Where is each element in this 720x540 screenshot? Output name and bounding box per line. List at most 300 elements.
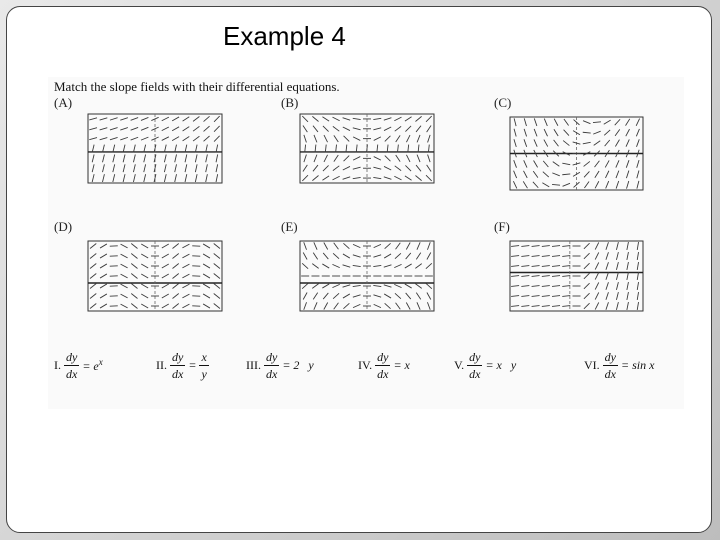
rhs-fraction (200, 350, 207, 381)
slope-segment (206, 174, 208, 182)
slope-segment (162, 117, 169, 121)
slope-segment (343, 303, 349, 308)
slope-segment (353, 255, 361, 257)
slope-segment (405, 284, 412, 288)
slope-segment (542, 276, 550, 277)
slope-segment (103, 145, 105, 153)
slope-segment (427, 242, 430, 250)
slope-segment (90, 304, 96, 309)
slope-segment (332, 176, 339, 180)
slope-segment (532, 276, 540, 277)
slope-segment (552, 184, 560, 185)
slope-segment (405, 117, 412, 121)
slope-segment (100, 264, 107, 268)
slope-segment (627, 252, 629, 260)
slope-segment (206, 145, 208, 153)
slope-segment (344, 136, 350, 142)
slope-segment (523, 171, 527, 178)
slope-segment (353, 304, 360, 307)
slope-segment (323, 126, 329, 132)
slope-segment (172, 117, 179, 121)
slope-segment (615, 129, 620, 136)
slope-segment (562, 163, 570, 165)
slope-segment (543, 172, 549, 177)
slope-segment (534, 129, 537, 136)
slope-segment (562, 174, 570, 175)
slope-segment (532, 256, 540, 257)
slope-segment (562, 306, 570, 307)
slope-segment (544, 129, 547, 136)
slope-segment (406, 243, 410, 250)
panel-label-d: (D) (54, 219, 73, 234)
slope-segment (343, 285, 351, 287)
slope-segment (131, 118, 139, 121)
slope-segment (543, 161, 548, 167)
slope-segment (214, 284, 220, 289)
slope-segment (183, 117, 190, 121)
slope-segment (595, 272, 599, 279)
slope-segment (595, 252, 599, 259)
slope-segment (606, 282, 609, 290)
slope-segment (595, 161, 600, 167)
slope-segment (532, 306, 540, 307)
panel-label-b: (B) (281, 95, 299, 110)
slope-segment (162, 127, 169, 131)
slope-segment (415, 264, 421, 269)
slope-segment (532, 266, 540, 267)
slope-segment (343, 254, 350, 258)
panel-label-f: (F) (494, 219, 510, 234)
slope-segment (162, 264, 169, 268)
slope-segment (626, 129, 630, 136)
slope-segment (333, 166, 339, 171)
slope-segment (616, 272, 618, 280)
slope-segment (514, 139, 516, 147)
slope-segment (195, 145, 197, 153)
slope-segment (333, 253, 339, 258)
slope-segment (584, 263, 590, 269)
slope-segment (162, 274, 169, 278)
slope-segment (544, 140, 548, 147)
slope-segment (533, 171, 538, 178)
slope-segment (131, 274, 137, 279)
slope-segment (314, 242, 317, 249)
slope-segment (416, 253, 420, 260)
slope-segment (141, 254, 148, 258)
slope-segment (636, 139, 639, 147)
slope-segment (417, 302, 420, 309)
slope-segment (100, 138, 108, 140)
slope-segment (394, 176, 401, 180)
equation-rhs: = x y (485, 357, 517, 372)
slope-segment (175, 174, 177, 182)
derivative-fraction (468, 350, 481, 381)
slope-segment (553, 162, 560, 167)
slope-segment (183, 127, 190, 131)
slope-segment (595, 262, 599, 269)
slope-segment (373, 118, 381, 119)
slope-segment (141, 244, 148, 248)
slope-segment (185, 154, 187, 162)
slope-segment (385, 303, 391, 308)
slope-segment (637, 282, 638, 290)
slope-segment (353, 167, 361, 169)
slope-segment (313, 253, 317, 260)
slope-segment (514, 129, 516, 137)
slope-segment (343, 118, 351, 121)
slope-segment (616, 302, 618, 310)
slope-segment (193, 117, 199, 122)
slope-field-b (300, 114, 434, 183)
slope-segment (141, 304, 148, 308)
slope-segment (595, 181, 599, 188)
slope-segment (627, 302, 629, 310)
slope-segment (373, 167, 381, 169)
slope-segment (542, 286, 550, 287)
slope-segment (353, 128, 361, 130)
slope-segment (344, 156, 350, 162)
slope-segment (616, 282, 618, 290)
slope-segment (121, 284, 128, 288)
slope-segment (164, 174, 166, 182)
slope-segment (384, 285, 392, 287)
slope-segment (584, 283, 590, 289)
slope-segment (172, 304, 178, 309)
slope-segment (312, 264, 318, 269)
derivative-fraction (265, 350, 278, 381)
slope-segment (417, 242, 420, 249)
slope-segment (395, 253, 401, 258)
slope-segment (604, 120, 611, 124)
slope-segment (627, 272, 629, 280)
slope-segment (552, 306, 560, 307)
slope-segment (405, 126, 411, 132)
slope-segment (511, 306, 519, 307)
slope-field-d (88, 241, 222, 311)
slope-segment (554, 119, 558, 126)
slope-segment (616, 252, 618, 260)
slope-segment (514, 118, 516, 126)
slope-segment (524, 139, 527, 147)
slope-segment (395, 166, 401, 171)
slope-segment (324, 303, 328, 310)
slope-segment (162, 244, 169, 248)
slope-segment (385, 156, 391, 162)
fraction-numerator: dy (266, 349, 278, 364)
equation-vi (584, 345, 654, 385)
slope-segment (162, 254, 169, 258)
slope-segment (214, 264, 220, 269)
fraction-numerator: dy (172, 349, 184, 364)
slope-segment (90, 264, 96, 269)
slope-segment (394, 264, 401, 267)
slope-segment (324, 155, 328, 162)
slope-segment (385, 243, 391, 248)
slope-segment (304, 155, 307, 163)
equation-i (54, 345, 103, 385)
slope-segment (594, 141, 601, 146)
slope-segment (334, 155, 338, 162)
equation-rhs: = 2 y (282, 357, 314, 372)
slope-segment (131, 127, 139, 130)
slope-field-e (300, 241, 434, 311)
slope-segment (427, 293, 431, 300)
slope-segment (637, 272, 638, 280)
slope-segment (552, 276, 560, 277)
slope-segment (584, 171, 589, 177)
slope-segment (353, 285, 361, 286)
slope-segment (373, 285, 381, 286)
slope-segment (353, 157, 360, 161)
slope-segment (216, 145, 218, 153)
slope-segment (584, 243, 590, 249)
slope-segment (203, 274, 210, 278)
slope-segment (353, 118, 361, 119)
slope-segment (384, 166, 391, 170)
slope-segment (324, 243, 328, 250)
equation-iv (358, 345, 410, 385)
slope-segment (564, 130, 569, 136)
slope-segment (416, 293, 420, 300)
slope-segment (606, 242, 609, 250)
slope-segment (131, 137, 139, 140)
slope-segment (428, 135, 431, 143)
slope-segment (312, 116, 318, 121)
rhs-exponent: x (98, 356, 103, 367)
slope-segment (637, 160, 639, 168)
slope-segment (110, 137, 118, 139)
slope-segment (406, 293, 411, 299)
worksheet-image (48, 77, 684, 409)
fraction-denominator: dx (604, 366, 616, 381)
slope-segment (90, 294, 96, 299)
slope-segment (185, 164, 187, 172)
slope-segment (144, 164, 146, 172)
slope-segment (92, 164, 94, 172)
slope-segment (636, 129, 639, 136)
slope-segment (100, 128, 108, 130)
slope-segment (427, 302, 430, 310)
slope-segment (606, 252, 609, 260)
slope-segment (627, 262, 629, 270)
slope-segment (384, 177, 392, 180)
slope-segment (123, 164, 125, 172)
slope-segment (164, 164, 166, 172)
slope-segment (396, 155, 400, 162)
slope-segment (584, 253, 590, 259)
slope-field-c (510, 117, 643, 190)
slope-segment (182, 264, 189, 268)
slope-segment (523, 181, 527, 188)
slope-segment (195, 154, 197, 162)
slope-segment (162, 137, 169, 141)
slope-segment (373, 128, 381, 130)
slope-segment (626, 139, 629, 146)
slope-segment (193, 136, 199, 141)
slope-segment (562, 276, 570, 277)
slope-segment (103, 154, 105, 162)
slope-segment (374, 137, 381, 141)
slope-segment (542, 266, 550, 267)
slope-segment (303, 293, 307, 300)
slope-segment (542, 246, 550, 247)
slope-segment (214, 136, 220, 142)
slope-segment (604, 130, 610, 135)
slope-segment (552, 246, 560, 247)
slope-segment (183, 136, 190, 140)
slope-segment (113, 145, 115, 153)
slope-segment (141, 117, 148, 120)
slope-field-f (510, 241, 643, 311)
slope-segment (637, 252, 638, 260)
fraction-denominator: y (201, 366, 207, 381)
slope-segment (405, 165, 411, 171)
slope-segment (113, 164, 115, 172)
slope-segment (513, 181, 516, 188)
slope-segment (141, 137, 148, 140)
slope-segment (616, 242, 618, 250)
slope-segment (606, 272, 609, 280)
panel-label-e: (E) (281, 219, 298, 234)
slope-segment (616, 171, 619, 178)
slope-segment (121, 294, 128, 298)
equation-numeral: V. (454, 357, 465, 372)
slope-segment (343, 294, 350, 298)
slope-segment (562, 266, 570, 267)
slope-segment (606, 292, 609, 300)
slope-segment (322, 117, 329, 121)
slope-segment (615, 140, 619, 147)
slope-segment (131, 284, 137, 289)
slope-segment (416, 165, 421, 171)
equation-numeral: II. (156, 357, 167, 372)
slope-segment (406, 303, 410, 310)
slope-segment (532, 296, 540, 297)
slope-segment (141, 274, 148, 278)
slope-segment (606, 302, 609, 310)
derivative-fraction (604, 350, 617, 381)
slope-segment (164, 145, 166, 153)
slope-segment (637, 181, 639, 189)
slope-segment (511, 276, 519, 277)
slope-segment (172, 294, 178, 299)
slope-segment (636, 119, 639, 126)
slope-segment (214, 294, 220, 299)
slope-segment (92, 174, 94, 182)
slope-segment (323, 253, 328, 259)
slope-segment (521, 246, 529, 247)
slope-segment (144, 145, 146, 153)
slope-segment (521, 306, 529, 307)
slope-segment (426, 283, 432, 288)
slope-segment (426, 263, 432, 268)
slope-segment (313, 293, 317, 300)
slope-segment (605, 140, 610, 146)
slope-segment (396, 303, 401, 309)
slope-segment (637, 302, 638, 310)
fraction-numerator: x (201, 349, 207, 364)
slope-segment (343, 177, 351, 180)
slope-segment (322, 264, 329, 268)
slope-segment (302, 175, 308, 181)
fraction-denominator: dx (266, 366, 278, 381)
slope-segment (133, 164, 135, 172)
slope-segment (89, 138, 97, 140)
fraction-numerator: dy (377, 349, 389, 364)
panel-label-a: (A) (54, 95, 73, 110)
slope-segment (562, 246, 570, 247)
derivative-fraction (376, 350, 389, 381)
equation-rhs: = sin x (621, 357, 655, 372)
slope-segment (100, 254, 107, 258)
slope-segment (304, 302, 307, 310)
rhs-text: = e (82, 358, 99, 373)
slope-segment (605, 160, 609, 167)
slope-segment (428, 155, 431, 163)
slope-segment (131, 304, 137, 309)
slope-segment (532, 246, 540, 247)
slope-segment (564, 119, 569, 126)
slope-segment (195, 174, 197, 182)
slope-segment (405, 264, 412, 268)
slope-segment (110, 118, 118, 120)
slope-segment (322, 284, 329, 288)
slope-field-a (88, 114, 222, 183)
slope-segment (133, 145, 135, 153)
slope-segment (113, 174, 115, 182)
slope-segment (216, 154, 218, 162)
slope-segment (384, 254, 391, 258)
slope-segment (554, 140, 559, 146)
slope-segment (322, 176, 329, 180)
slope-segment (214, 116, 220, 122)
slope-segment (193, 126, 199, 131)
slope-segment (100, 304, 107, 308)
slope-segment (90, 244, 96, 249)
slope-segment (304, 242, 307, 250)
equation-numeral: I. (54, 357, 61, 372)
slope-segment (384, 118, 392, 121)
slope-segment (323, 165, 329, 171)
slope-segment (373, 177, 381, 178)
slope-segment (511, 256, 519, 257)
slope-segment (534, 160, 538, 167)
slope-segment (563, 141, 569, 146)
slope-segment (123, 145, 125, 153)
slope-segment (511, 246, 519, 247)
slope-segment (103, 164, 105, 172)
slope-segment (627, 282, 629, 290)
slope-segment (214, 126, 220, 132)
slope-segment (121, 254, 128, 258)
slope-segment (123, 154, 125, 162)
slope-segment (416, 126, 421, 132)
slope-segment (373, 255, 381, 257)
slope-segment (427, 165, 431, 172)
slope-segment (521, 266, 529, 267)
slope-segment (333, 293, 339, 298)
slope-segment (141, 294, 148, 298)
slope-segment (353, 177, 361, 178)
slope-segment (373, 265, 381, 266)
slope-segment (616, 262, 618, 270)
slope-segment (606, 181, 609, 188)
slope-segment (89, 128, 97, 130)
slope-segment (195, 164, 197, 172)
slope-segment (637, 171, 639, 179)
slope-segment (214, 244, 220, 249)
equation-v (454, 345, 516, 385)
